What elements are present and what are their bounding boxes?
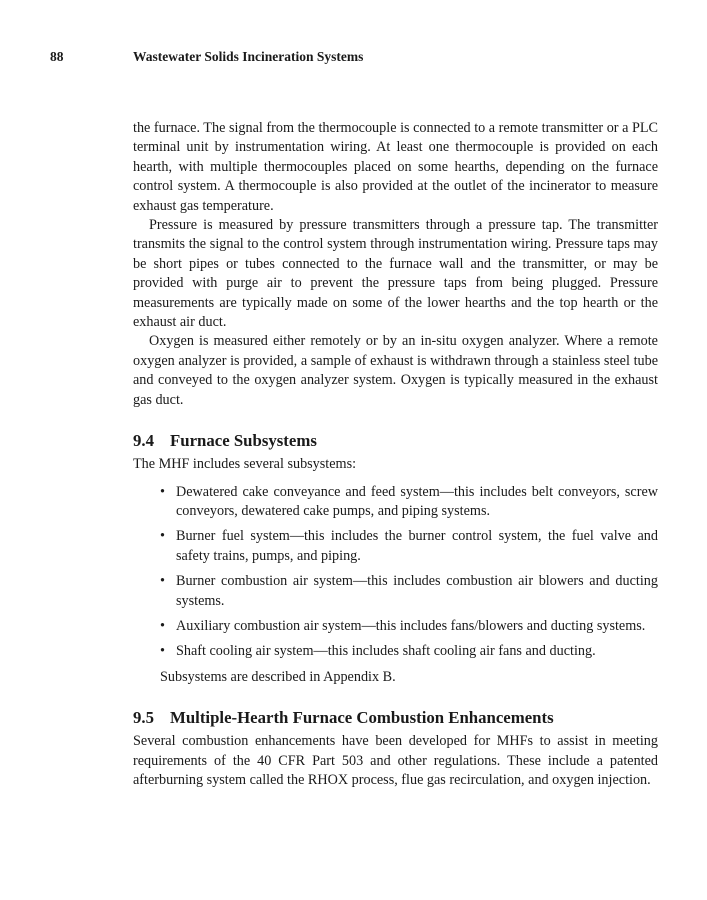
list-item: [160, 572, 658, 611]
list-item: [160, 617, 658, 636]
book-title: Wastewater Solids Incineration Systems: [133, 49, 364, 64]
subsystem-list: [133, 483, 658, 662]
paragraph-enhancements: Several combustion enhancements have been developed for MHFs to assist in meeting requirements of the 40 CFR Part 503 and other regulations. These include a patented afterburning system called the RHOX process, flue gas recirculation, and oxygen injection.: [133, 733, 658, 788]
list-item-text: Burner fuel system—this includes the burner control system, the fuel valve and safety trains, pumps, and piping.: [176, 528, 658, 564]
bullet-icon: •: [160, 643, 165, 660]
section-heading-9-4: [133, 430, 658, 452]
section-number: 9.5: [133, 708, 154, 728]
section-intro: The MHF includes several subsystems:: [133, 456, 357, 473]
list-item: [160, 527, 658, 566]
section-title: Multiple-Hearth Furnace Combustion Enhancements: [170, 708, 554, 728]
list-item: [160, 642, 658, 661]
section-number: 9.4: [133, 431, 154, 451]
list-item: [160, 483, 658, 522]
subsystems-note: Subsystems are described in Appendix B.: [160, 668, 396, 685]
list-item-text: Auxiliary combustion air system—this includes fans/blowers and ducting systems.: [176, 617, 646, 634]
running-head: [50, 49, 364, 65]
list-item-text: Dewatered cake conveyance and feed system—this includes belt conveyors, screw conveyors, dewatered cake pumps, and piping systems.: [176, 483, 658, 519]
section-heading-9-5: [133, 707, 658, 729]
page-body: [133, 119, 658, 790]
bullet-icon: •: [160, 528, 165, 545]
paragraph-pressure: Pressure is measured by pressure transmitters through a pressure tap. The transmitter transmits the signal to the control system through instrumentation wiring. Pressure taps may be short pipes or tubes connected to the furnace wall and the transmitter, or may be provided with purge air to prevent the pressure taps from being plugged. Pressure measurements are typically made on some of the lower hearths and the top hearth or the exhaust air duct.: [133, 217, 658, 331]
bullet-icon: •: [160, 483, 165, 500]
bullet-icon: •: [160, 617, 165, 634]
list-item-text: Shaft cooling air system—this includes shaft cooling air fans and ducting.: [176, 643, 596, 660]
paragraph-oxygen: Oxygen is measured either remotely or by an in-situ oxygen analyzer. Where a remote oxygen analyzer is provided, a sample of exhaust is withdrawn through a stainless steel tube and conveyed to the oxygen analyzer system. Oxygen is typically measured in the exhaust gas duct.: [133, 333, 658, 408]
page-number: 88: [50, 49, 64, 64]
paragraph-thermocouple: the furnace. The signal from the thermocouple is connected to a remote transmitter or a PLC terminal unit by instrumentation wiring. At least one thermocouple is provided on each hearth, with multiple thermocouples placed on some hearths, depending on the furnace control system. A thermocouple is also provided at the outlet of the incinerator to measure exhaust gas temperature.: [133, 120, 658, 214]
bullet-icon: •: [160, 573, 165, 590]
list-item-text: Burner combustion air system—this includes combustion air blowers and ducting systems.: [176, 573, 658, 609]
section-title: Furnace Subsystems: [170, 431, 317, 451]
